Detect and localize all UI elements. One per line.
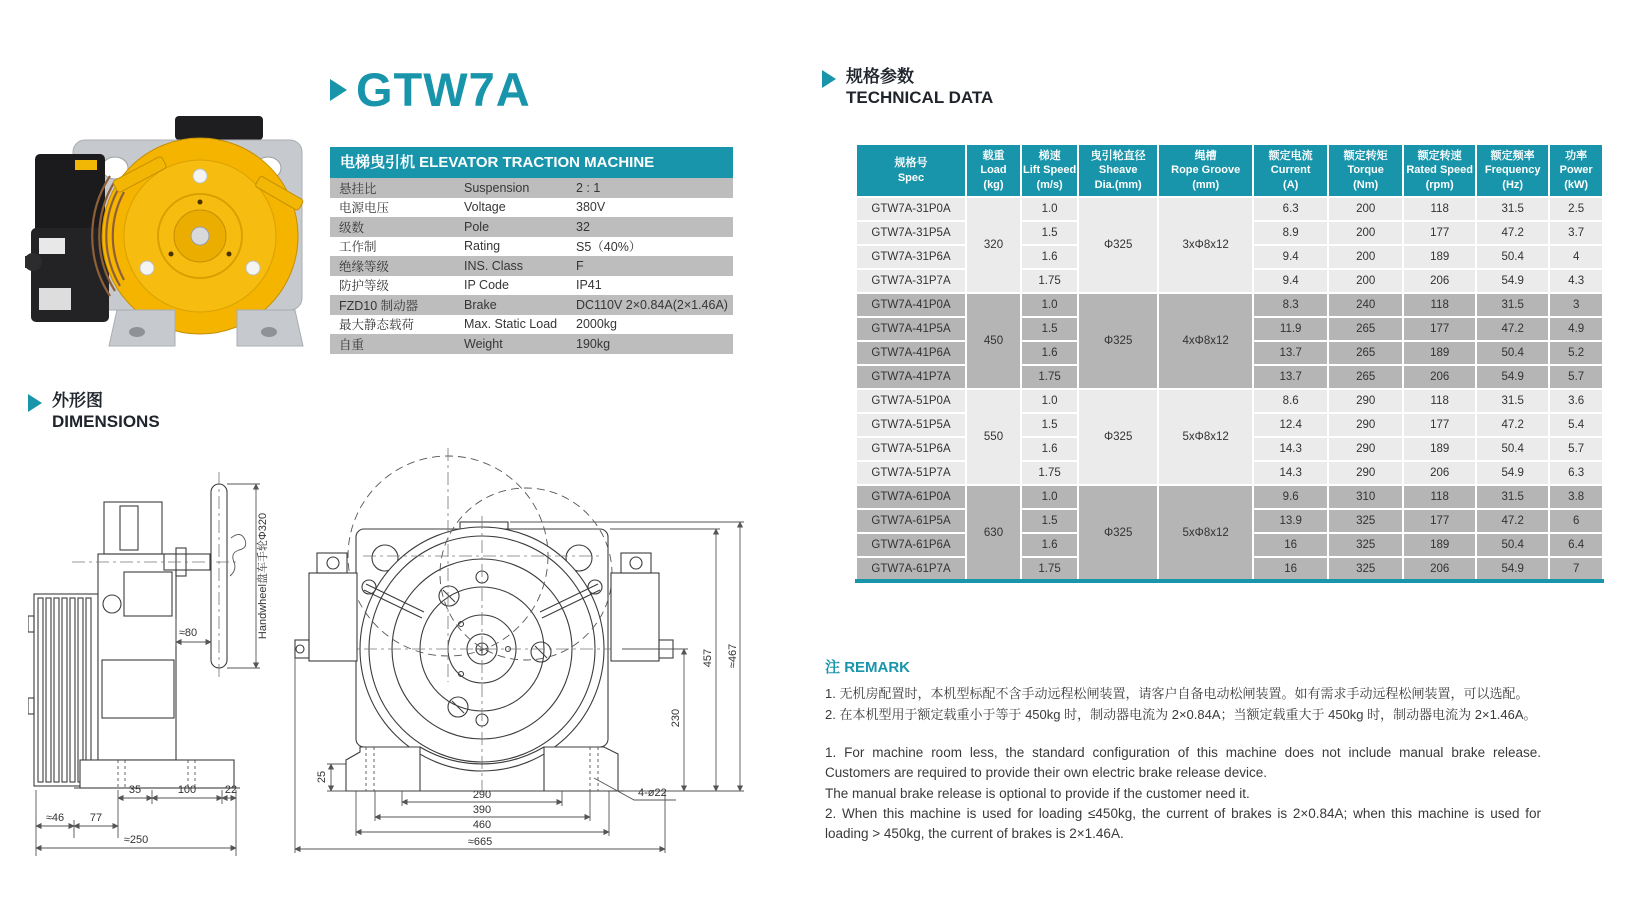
remark-title: REMARK: [844, 659, 911, 676]
frequency-cell: 54.9: [1476, 365, 1549, 389]
table-row: [330, 237, 733, 257]
rated-speed-cell: 206: [1403, 269, 1476, 293]
frequency-cell: 54.9: [1476, 269, 1549, 293]
load-cell: 630: [966, 485, 1021, 581]
title-block: [330, 63, 531, 116]
frequency-cell: 50.4: [1476, 245, 1549, 269]
dimensions-drawing: [28, 446, 780, 906]
dim-label: 290: [472, 789, 492, 801]
frequency-cell: 54.9: [1476, 461, 1549, 485]
sheave-cell: Φ325: [1078, 293, 1158, 389]
table-row: [330, 178, 733, 198]
speed-cell: 1.6: [1021, 245, 1078, 269]
spec-cell: GTW7A-51P7A: [856, 461, 966, 485]
power-cell: 5.7: [1549, 437, 1603, 461]
rated-speed-cell: 189: [1403, 341, 1476, 365]
frequency-cell: 31.5: [1476, 485, 1549, 509]
dim-label: 35: [128, 784, 142, 796]
power-cell: 6: [1549, 509, 1603, 533]
rated-speed-cell: 189: [1403, 245, 1476, 269]
frequency-cell: 50.4: [1476, 533, 1549, 557]
load-cell: 320: [966, 197, 1021, 293]
current-cell: 8.6: [1253, 389, 1328, 413]
torque-cell: 325: [1328, 533, 1403, 557]
speed-cell: 1.75: [1021, 365, 1078, 389]
col-rope-groove: 绳槽 Rope Groove (mm): [1158, 144, 1253, 197]
frequency-cell: 54.9: [1476, 557, 1549, 581]
spec-cell: GTW7A-31P0A: [856, 197, 966, 221]
power-cell: 3.8: [1549, 485, 1603, 509]
remark-mark: 注: [825, 659, 841, 676]
table-row: [856, 293, 1603, 317]
torque-cell: 290: [1328, 413, 1403, 437]
table-row: [330, 295, 733, 315]
dim-label: 230: [670, 708, 682, 728]
section-arrow-icon: [330, 79, 347, 101]
speed-cell: 1.0: [1021, 293, 1078, 317]
power-cell: 5.2: [1549, 341, 1603, 365]
power-cell: 6.3: [1549, 461, 1603, 485]
dimensions-heading: [28, 390, 160, 433]
spec-cell: GTW7A-51P5A: [856, 413, 966, 437]
col-power: 功率 Power (kW): [1549, 144, 1603, 197]
remark-english: [825, 743, 1541, 844]
frequency-cell: 31.5: [1476, 197, 1549, 221]
rated-speed-cell: 177: [1403, 221, 1476, 245]
current-cell: 13.7: [1253, 341, 1328, 365]
spec-cn: 悬挂比: [330, 178, 455, 198]
col-spec: 规格号 Spec: [856, 144, 966, 197]
power-cell: 6.4: [1549, 533, 1603, 557]
frequency-cell: 47.2: [1476, 413, 1549, 437]
power-cell: 5.7: [1549, 365, 1603, 389]
table-row: [330, 276, 733, 296]
spec-cell: GTW7A-61P0A: [856, 485, 966, 509]
spec-en: Brake: [455, 295, 567, 315]
power-cell: 5.4: [1549, 413, 1603, 437]
dim-label: 22: [224, 784, 238, 796]
spec-en: Suspension: [455, 178, 567, 198]
rated-speed-cell: 189: [1403, 533, 1476, 557]
dim-label: ≈467: [727, 643, 739, 669]
load-cell: 550: [966, 389, 1021, 485]
power-cell: 3.6: [1549, 389, 1603, 413]
front-view: [295, 448, 680, 796]
torque-cell: 200: [1328, 221, 1403, 245]
current-cell: 16: [1253, 533, 1328, 557]
rated-speed-cell: 118: [1403, 293, 1476, 317]
col-load: 载重 Load (kg): [966, 144, 1021, 197]
rated-speed-cell: 189: [1403, 437, 1476, 461]
heading-cn: 规格参数: [846, 67, 914, 86]
remark-en-line: The manual brake release is optional to provide if the customer need it.: [825, 785, 1250, 801]
section-arrow-icon: [28, 394, 42, 412]
rated-speed-cell: 206: [1403, 365, 1476, 389]
spec-cell: GTW7A-61P6A: [856, 533, 966, 557]
spec-cell: GTW7A-31P5A: [856, 221, 966, 245]
rope-groove-cell: 5xΦ8x12: [1158, 485, 1253, 581]
spec-cell: GTW7A-51P6A: [856, 437, 966, 461]
rated-speed-cell: 206: [1403, 557, 1476, 581]
current-cell: 14.3: [1253, 437, 1328, 461]
current-cell: 9.4: [1253, 245, 1328, 269]
spec-value: S5（40%）: [567, 237, 733, 257]
col-current: 额定电流 Current (A): [1253, 144, 1328, 197]
technical-data-table: [855, 143, 1604, 583]
frequency-cell: 47.2: [1476, 317, 1549, 341]
sheave-cell: Φ325: [1078, 485, 1158, 581]
spec-cn: 级数: [330, 217, 455, 237]
current-cell: 8.9: [1253, 221, 1328, 245]
spec-cell: GTW7A-41P5A: [856, 317, 966, 341]
torque-cell: 200: [1328, 269, 1403, 293]
table-row: [856, 197, 1603, 221]
torque-cell: 200: [1328, 245, 1403, 269]
sheave-cell: Φ325: [1078, 197, 1158, 293]
spec-cn: 电源电压: [330, 198, 455, 218]
spec-en: Rating: [455, 237, 567, 257]
dim-label: ≈80: [178, 627, 198, 639]
spec-value: DC110V 2×0.84A(2×1.46A): [567, 295, 733, 315]
rated-speed-cell: 118: [1403, 389, 1476, 413]
torque-cell: 265: [1328, 341, 1403, 365]
sheave-cell: Φ325: [1078, 389, 1158, 485]
torque-cell: 310: [1328, 485, 1403, 509]
power-cell: 4.9: [1549, 317, 1603, 341]
power-cell: 7: [1549, 557, 1603, 581]
speed-cell: 1.5: [1021, 413, 1078, 437]
current-cell: 9.4: [1253, 269, 1328, 293]
frequency-cell: 31.5: [1476, 293, 1549, 317]
torque-cell: 265: [1328, 365, 1403, 389]
frequency-cell: 47.2: [1476, 509, 1549, 533]
col-rated-speed: 额定转速 Rated Speed (rpm): [1403, 144, 1476, 197]
spec-cn: 工作制: [330, 237, 455, 257]
product-photo: [25, 56, 317, 366]
cad-drawing: [28, 446, 780, 906]
spec-cn: 防护等级: [330, 276, 455, 296]
frequency-cell: 50.4: [1476, 341, 1549, 365]
spec-value: 32: [567, 217, 733, 237]
torque-cell: 290: [1328, 437, 1403, 461]
spec-value: 2000kg: [567, 315, 733, 335]
spec-table: [330, 147, 733, 354]
spec-value: 2 : 1: [567, 178, 733, 198]
speed-cell: 1.6: [1021, 341, 1078, 365]
spec-cell: GTW7A-61P7A: [856, 557, 966, 581]
spec-table-header: 电梯曳引机 ELEVATOR TRACTION MACHINE: [330, 147, 733, 178]
remark-label: [825, 656, 1541, 677]
rated-speed-cell: 118: [1403, 197, 1476, 221]
remark-en-line: 1. For machine room less, the standard configuration of this machine does not include manual brake release. Customers are required to provide their own electric brake release device.: [825, 745, 1541, 781]
traction-machine-photo: [25, 56, 317, 366]
col-sheave: 曳引轮直径 Sheave Dia.(mm): [1078, 144, 1158, 197]
rated-speed-cell: 206: [1403, 461, 1476, 485]
spec-cell: GTW7A-51P0A: [856, 389, 966, 413]
spec-cn: FZD10 制动器: [330, 295, 455, 315]
dim-label: 390: [472, 804, 492, 816]
torque-cell: 240: [1328, 293, 1403, 317]
spec-cell: GTW7A-41P7A: [856, 365, 966, 389]
frequency-cell: 50.4: [1476, 437, 1549, 461]
speed-cell: 1.75: [1021, 557, 1078, 581]
spec-en: Pole: [455, 217, 567, 237]
current-cell: 13.7: [1253, 365, 1328, 389]
dim-label-handwheel: Handwheel盘车手轮Φ320: [257, 512, 269, 640]
dim-label: 25: [316, 770, 328, 784]
current-cell: 11.9: [1253, 317, 1328, 341]
spec-en: Voltage: [455, 198, 567, 218]
torque-cell: 200: [1328, 197, 1403, 221]
spec-cn: 绝缘等级: [330, 256, 455, 276]
col-torque: 额定转矩 Torque (Nm): [1328, 144, 1403, 197]
current-cell: 12.4: [1253, 413, 1328, 437]
rated-speed-cell: 177: [1403, 317, 1476, 341]
rope-groove-cell: 3xΦ8x12: [1158, 197, 1253, 293]
page-title: GTW7A: [356, 63, 531, 116]
load-cell: 450: [966, 293, 1021, 389]
dim-label: ≈46: [45, 812, 65, 824]
current-cell: 14.3: [1253, 461, 1328, 485]
power-cell: 2.5: [1549, 197, 1603, 221]
remark-cn-line: 1. 无机房配置时，本机型标配不含手动远程松闸装置，请客户自备电动松闸装置。如有需求手动远程松闸装置，可以选配。: [825, 686, 1529, 701]
speed-cell: 1.0: [1021, 197, 1078, 221]
section-arrow-icon: [822, 70, 836, 88]
power-cell: 3.7: [1549, 221, 1603, 245]
power-cell: 3: [1549, 293, 1603, 317]
spec-en: IP Code: [455, 276, 567, 296]
frequency-cell: 31.5: [1476, 389, 1549, 413]
spec-value: F: [567, 256, 733, 276]
rope-groove-cell: 4xΦ8x12: [1158, 293, 1253, 389]
speed-cell: 1.6: [1021, 437, 1078, 461]
dim-label: 100: [177, 784, 197, 796]
current-cell: 8.3: [1253, 293, 1328, 317]
side-view: [28, 472, 246, 788]
current-cell: 9.6: [1253, 485, 1328, 509]
spec-en: INS. Class: [455, 256, 567, 276]
current-cell: 13.9: [1253, 509, 1328, 533]
remark-en-line: 2. When this machine is used for loading ≤450kg, the current of brakes is 2×0.84A; when this machine is used for loading > 450kg, the current of brakes is 2×1.46A.: [825, 805, 1541, 842]
table-row: [856, 389, 1603, 413]
rated-speed-cell: 177: [1403, 509, 1476, 533]
spec-en: Max. Static Load: [455, 315, 567, 335]
dim-label: 457: [702, 648, 714, 668]
heading-cn: 外形图: [52, 391, 103, 410]
heading-en: DIMENSIONS: [52, 412, 160, 432]
torque-cell: 325: [1328, 509, 1403, 533]
dim-label-holes: 4-ø22: [638, 787, 667, 799]
heading-en: TECHNICAL DATA: [846, 88, 994, 108]
rated-speed-cell: 177: [1403, 413, 1476, 437]
spec-cell: GTW7A-41P0A: [856, 293, 966, 317]
speed-cell: 1.5: [1021, 221, 1078, 245]
power-cell: 4: [1549, 245, 1603, 269]
power-cell: 4.3: [1549, 269, 1603, 293]
remark-cn-line: 2. 在本机型用于额定载重小于等于 450kg 时，制动器电流为 2×0.84A；当额定载重大于 450kg 时，制动器电流为 2×1.46A。: [825, 707, 1537, 723]
spec-cn: 自重: [330, 334, 455, 354]
dim-label: 460: [472, 819, 492, 831]
spec-value: 380V: [567, 198, 733, 218]
technical-data-heading: [822, 66, 993, 109]
remark-section: [825, 656, 1541, 844]
speed-cell: 1.6: [1021, 533, 1078, 557]
current-cell: 16: [1253, 557, 1328, 581]
speed-cell: 1.75: [1021, 461, 1078, 485]
torque-cell: 290: [1328, 389, 1403, 413]
torque-cell: 325: [1328, 557, 1403, 581]
table-row: [330, 217, 733, 237]
remark-chinese: [825, 683, 1541, 725]
frequency-cell: 47.2: [1476, 221, 1549, 245]
table-row: [856, 485, 1603, 509]
dim-label: 77: [89, 812, 103, 824]
col-lift-speed: 梯速 Lift Speed (m/s): [1021, 144, 1078, 197]
col-frequency: 额定频率 Frequency (Hz): [1476, 144, 1549, 197]
speed-cell: 1.75: [1021, 269, 1078, 293]
dim-label: ≈665: [467, 836, 493, 848]
spec-cn: 最大静态载荷: [330, 315, 455, 335]
spec-cell: GTW7A-31P6A: [856, 245, 966, 269]
spec-cell: GTW7A-31P7A: [856, 269, 966, 293]
dim-label: ≈250: [123, 834, 149, 846]
speed-cell: 1.0: [1021, 389, 1078, 413]
speed-cell: 1.0: [1021, 485, 1078, 509]
rated-speed-cell: 118: [1403, 485, 1476, 509]
table-header-row: [856, 144, 1603, 197]
table-row: [330, 198, 733, 218]
spec-cell: GTW7A-61P5A: [856, 509, 966, 533]
table-row: [330, 334, 733, 354]
speed-cell: 1.5: [1021, 509, 1078, 533]
spec-cell: GTW7A-41P6A: [856, 341, 966, 365]
current-cell: 6.3: [1253, 197, 1328, 221]
table-row: [330, 256, 733, 276]
spec-en: Weight: [455, 334, 567, 354]
table-row: [330, 315, 733, 335]
spec-value: IP41: [567, 276, 733, 296]
torque-cell: 265: [1328, 317, 1403, 341]
torque-cell: 290: [1328, 461, 1403, 485]
rope-groove-cell: 5xΦ8x12: [1158, 389, 1253, 485]
spec-value: 190kg: [567, 334, 733, 354]
speed-cell: 1.5: [1021, 317, 1078, 341]
